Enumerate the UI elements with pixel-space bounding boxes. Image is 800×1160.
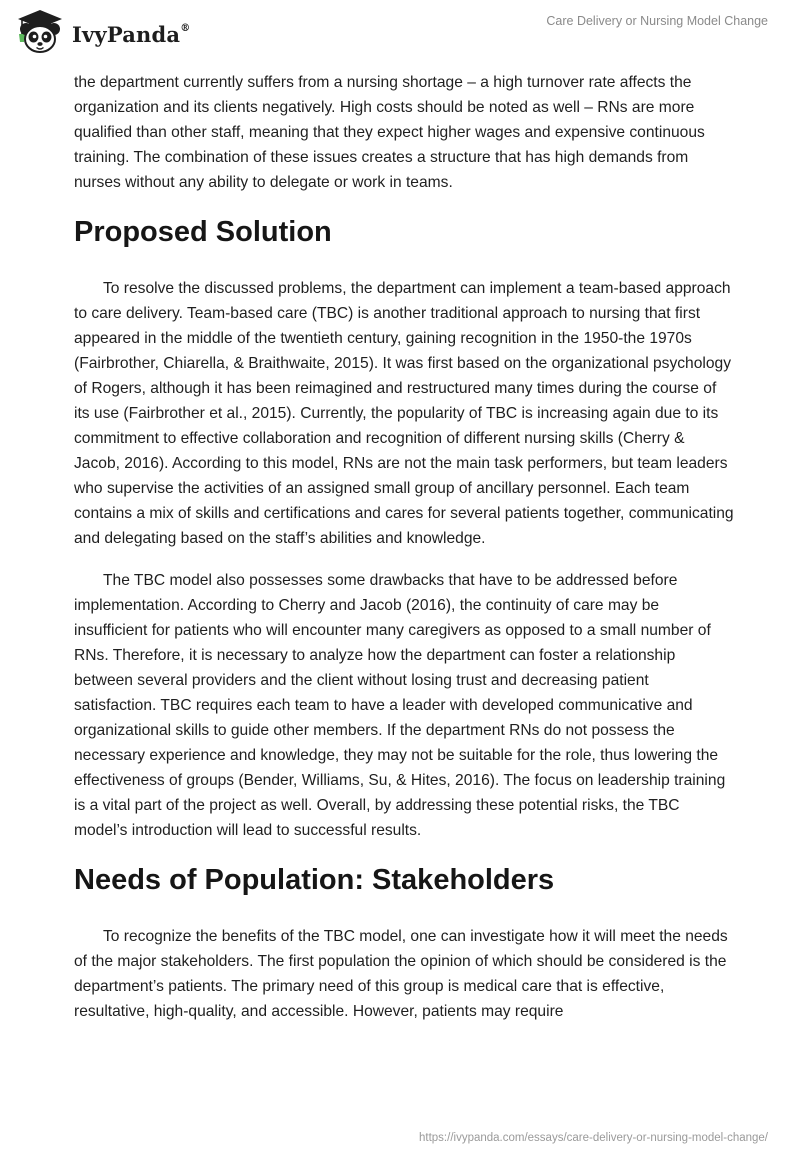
- source-url[interactable]: https://ivypanda.com/essays/care-delivery-or-nursing-model-change/: [419, 1132, 768, 1144]
- paragraph-solution-1: To resolve the discussed problems, the department can implement a team-based approach to care delivery. Team-based care (TBC) is another traditional approach to nursing that first appeared in the middle of the twentieth century, gaining recognition in the 1950-the 1970s (Fairbrother, Chiarella, & Braithwaite, 2015). It was first based on the organizational psychology of Rogers, although it has been reimagined and restructured many times during the course of its use (Fairbrother et al., 2015). Currently, the popularity of TBC is increasing again due to its commitment to effective collaboration and recognition of different nursing skills (Cherry & Jacob, 2016). According to this model, RNs are not the main task performers, but team leaders who supervise the activities of an assigned small group of ancillary personnel. Each team contains a mix of skills and certifications and cares for several patients together, communicating and delegating based on the staff’s abilities and knowledge.: [74, 280, 734, 547]
- paragraph-solution-2: The TBC model also possesses some drawbacks that have to be addressed before implementation. According to Cherry and Jacob (2016), the continuity of care may be insufficient for patients who will encounter many caregivers as opposed to a small number of RNs. Therefore, it is necessary to analyze how the department can foster a relationship between several providers and the client without losing trust and decreasing patient satisfaction. TBC requires each team to have a leader with developed communicative and organizational skills to guide other members. If the department RNs do not possess the necessary experience and knowledge, they may not be suitable for the role, thus lowering the effectiveness of groups (Bender, Williams, Su, & Hites, 2016). The focus on leadership training is a vital part of the project as well. Overall, by addressing these potential risks, the TBC model’s introduction will lead to successful results.: [74, 572, 726, 839]
- paragraph-intro: the department currently suffers from a nursing shortage – a high turnover rate affects the organization and its clients negatively. High costs should be noted as well – RNs are more qualified than other staff, meaning that they expect higher wages and expensive continuous training. The combination of these issues creates a structure that has high demands from nurses without any ability to delegate or work in teams.: [74, 74, 705, 191]
- panda-graduate-icon: [14, 8, 66, 56]
- document-title: Care Delivery or Nursing Model Change: [546, 14, 768, 28]
- brand-name: [72, 22, 190, 47]
- paragraph-stakeholders-1: To recognize the benefits of the TBC model, one can investigate how it will meet the needs of the major stakeholders. The first population the opinion of which should be considered is the department’s patients. The primary need of this group is medical care that is effective, resultative, high-quality, and accessible. However, patients may require: [74, 928, 728, 1020]
- heading-stakeholders: Needs of Population: Stakeholders: [74, 864, 555, 896]
- heading-proposed-solution: Proposed Solution: [74, 216, 332, 248]
- page-header: [0, 0, 800, 64]
- brand-label: IvyPanda: [72, 21, 181, 47]
- registered-mark: ®: [180, 22, 191, 34]
- essay-content: [74, 70, 734, 1041]
- ivypanda-logo[interactable]: [14, 8, 190, 56]
